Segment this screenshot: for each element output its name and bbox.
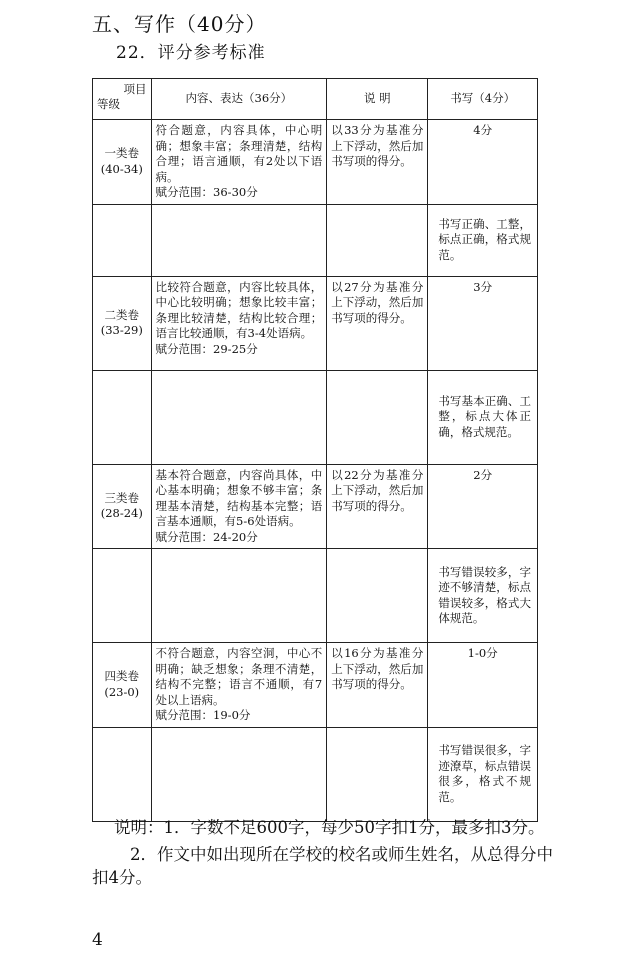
grade-3-content: 基本符合题意，内容尚具体，中心基本明确；想象不够丰富；条理基本清楚，结构基本完整；语言基本通顺，有5-6处语病。 赋分范围：24-20分 (151, 464, 327, 549)
table-header-row (93, 79, 538, 120)
grade-2-explanation: 以27分为基准分上下浮动，然后加书写项的得分。 (327, 276, 428, 370)
header-item-label: 项目 (123, 82, 147, 96)
subsection-title: 22．评分参考标准 (116, 43, 266, 63)
empty-cell (327, 727, 428, 821)
grade-4-explanation: 以16分为基准分上下浮动，然后加书写项的得分。 (327, 643, 428, 728)
grade-4-handwriting-desc: 书写错误很多，字迹潦草，标点错误很多，格式不规范。 (428, 727, 538, 821)
page-number: 4 (92, 930, 103, 950)
grade-3-handwriting-row (93, 549, 538, 643)
header-level-cell (93, 79, 152, 120)
grade-1-handwriting-desc: 书写正确、工整，标点正确，格式规范。 (428, 204, 538, 276)
empty-cell (327, 549, 428, 643)
empty-cell (93, 549, 152, 643)
grade-4-handwriting-score: 1-0分 (428, 643, 538, 728)
grade-1-handwriting-score: 4分 (428, 120, 538, 205)
empty-cell (151, 549, 327, 643)
grade-3-handwriting-desc: 书写错误较多，字迹不够清楚，标点错误较多，格式大体规范。 (428, 549, 538, 643)
grade-3-row (93, 464, 538, 549)
scoring-rubric-table (92, 78, 538, 822)
grade-2-handwriting-desc: 书写基本正确、工整，标点大体正确，格式规范。 (428, 370, 538, 464)
empty-cell (151, 204, 327, 276)
grade-2-label: 二类卷 (33-29) (93, 276, 152, 370)
empty-cell (327, 370, 428, 464)
header-content: 内容、表达（36分） (151, 79, 327, 120)
grade-2-handwriting-row (93, 370, 538, 464)
grade-1-content-range: 赋分范围：36-30分 (155, 185, 258, 199)
empty-cell (151, 370, 327, 464)
grade-4-content: 不符合题意，内容空洞，中心不明确；缺乏想象；条理不清楚，结构不完整；语言不通顺，有7处以上语病。 赋分范围：19-0分 (151, 643, 327, 728)
grade-1-label: 一类卷 (40-34) (93, 120, 152, 205)
grade-2-row (93, 276, 538, 370)
empty-cell (93, 204, 152, 276)
empty-cell (151, 727, 327, 821)
grade-2-content-range: 赋分范围：29-25分 (155, 341, 258, 356)
grade-3-content-range: 赋分范围：24-20分 (155, 529, 258, 544)
grade-1-content: 符合题意，内容具体，中心明确；想象丰富；条理清楚，结构合理；语言通顺，有2处以下语病。 赋分范围：36-30分 (151, 120, 327, 205)
grade-1-explanation: 以33分为基准分上下浮动，然后加书写项的得分。 (327, 120, 428, 205)
grade-4-row (93, 643, 538, 728)
header-grade-label: 等级 (97, 97, 120, 111)
note-2: 2．作文中如出现所在学校的校名或师生姓名，从总得分中扣4分。 (92, 845, 553, 887)
empty-cell (93, 727, 152, 821)
grade-4-content-range: 赋分范围：19-0分 (155, 708, 251, 722)
grade-4-handwriting-row (93, 727, 538, 821)
grade-2-content: 比较符合题意，内容比较具体，中心比较明确；想象比较丰富；条理比较清楚，结构比较合理；语言比较通顺，有3-4处语病。 赋分范围：29-25分 (151, 276, 327, 370)
grade-1-handwriting-row (93, 204, 538, 276)
section-title: 五、写作（40分） (92, 12, 267, 36)
header-explanation: 说 明 (327, 79, 428, 120)
grade-3-handwriting-score: 2分 (428, 464, 538, 549)
grade-3-label: 三类卷 (28-24) (93, 464, 152, 549)
empty-cell (93, 370, 152, 464)
notes (92, 816, 562, 889)
header-handwriting: 书写（4分） (428, 79, 538, 120)
empty-cell (327, 204, 428, 276)
note-1: 说明：1．字数不足600字，每少50字扣1分，最多扣3分。 (114, 818, 545, 837)
grade-1-row (93, 120, 538, 205)
grade-2-handwriting-score: 3分 (428, 276, 538, 370)
grade-3-explanation: 以22分为基准分上下浮动，然后加书写项的得分。 (327, 464, 428, 549)
grade-4-label: 四类卷 (23-0) (93, 643, 152, 728)
